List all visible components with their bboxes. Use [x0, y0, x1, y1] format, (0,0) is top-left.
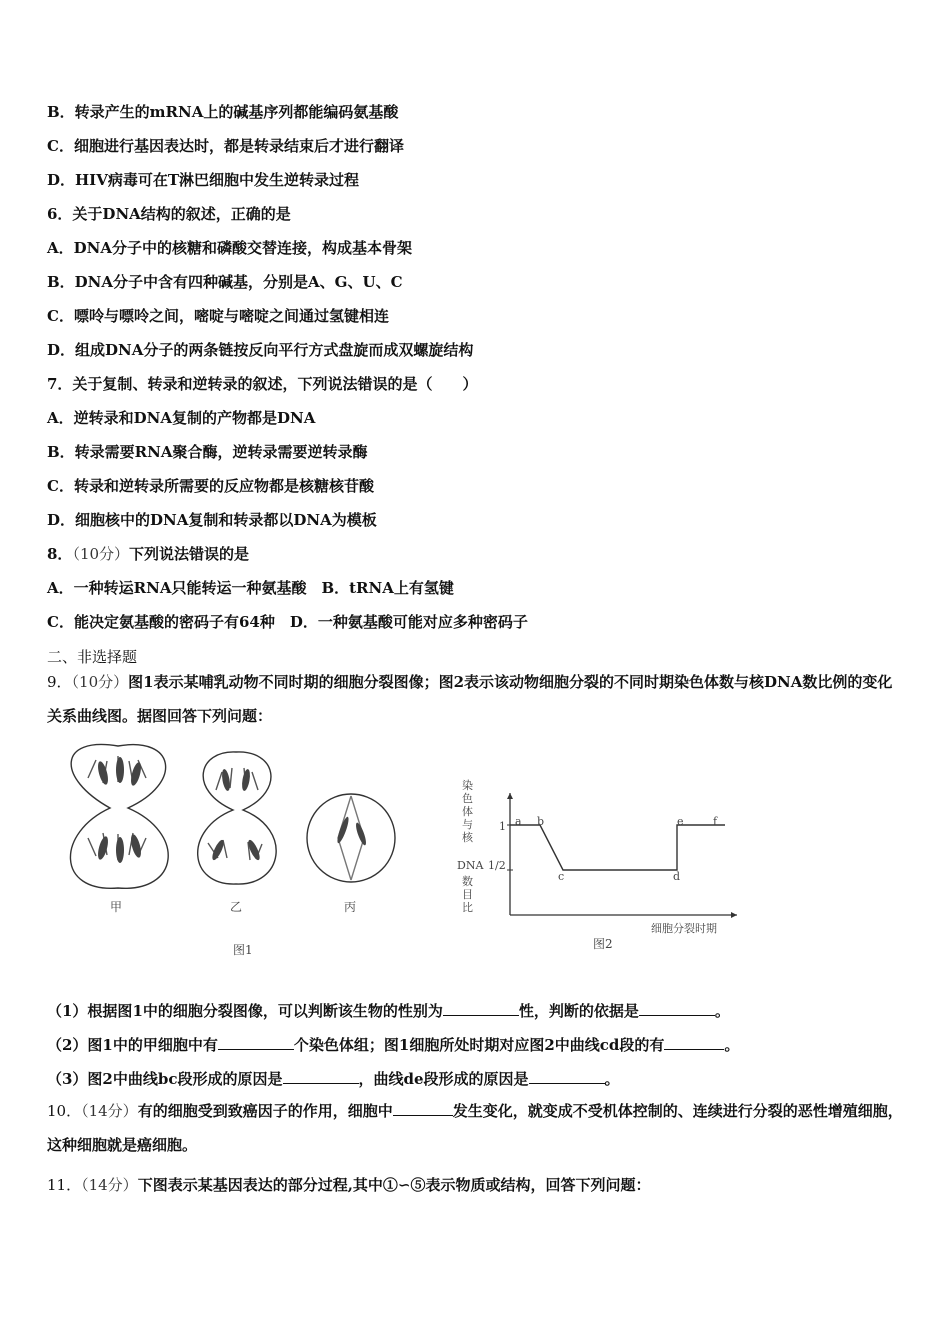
- sub2-text-1: （2）图1中的甲细胞中有: [47, 1036, 218, 1054]
- answer-blank[interactable]: [218, 1035, 294, 1050]
- q6-option-a: A．DNA分子中的核糖和磷酸交替连接，构成基本骨架: [47, 239, 412, 257]
- fig2-ylabel-bottom: [462, 875, 474, 914]
- q10-text-1: 有的细胞受到致癌因子的作用，细胞中: [137, 1102, 393, 1120]
- answer-blank[interactable]: [283, 1069, 359, 1084]
- sub2-text-2: 个染色体组；图1细胞所处时期对应图2中曲线cd段的有: [293, 1036, 665, 1054]
- answer-blank[interactable]: [664, 1035, 724, 1050]
- ylabel-char: 比: [462, 901, 473, 914]
- q6-option-c: C．嘌呤与嘌呤之间，嘧啶与嘧啶之间通过氢键相连: [47, 307, 389, 325]
- ylabel-char: 数: [462, 875, 473, 888]
- sub1-text-2: 性，判断的依据是: [518, 1002, 639, 1020]
- point-label-f: f: [713, 815, 718, 828]
- figure-1-drawing: [48, 738, 408, 968]
- q8-score: （10分）: [72, 545, 130, 563]
- point-label-b: b: [537, 815, 545, 828]
- sub3-text-1: （3）图2中曲线bc段形成的原因是: [47, 1070, 283, 1088]
- ylabel-char: 色: [462, 792, 473, 805]
- sub2-text-3: 。: [724, 1036, 740, 1054]
- axis-arrows: [507, 793, 737, 918]
- q6-option-d: D．组成DNA分子的两条链按反向平行方式盘旋而成双螺旋结构: [47, 341, 474, 359]
- figure-2: [455, 775, 755, 960]
- ylabel-char: 目: [462, 888, 473, 901]
- fig1-label-bing: 丙: [344, 900, 357, 914]
- answer-blank[interactable]: [639, 1001, 715, 1016]
- q8-options-ab: A．一种转运RNA只能转运一种氨基酸 B．tRNA上有氢键: [47, 579, 454, 597]
- q7-option-c: C．转录和逆转录所需要的反应物都是核糖核苷酸: [47, 477, 374, 495]
- sub3-text-2: ，曲线de段形成的原因是: [358, 1070, 529, 1088]
- answer-blank[interactable]: [393, 1101, 453, 1116]
- ylabel-char: 染: [462, 779, 473, 792]
- sub3-text-3: 。: [604, 1070, 620, 1088]
- q6-stem: 6．关于DNA结构的叙述，正确的是: [47, 205, 291, 223]
- answer-blank[interactable]: [529, 1069, 605, 1084]
- q11-number: 11．: [47, 1176, 82, 1194]
- q7-option-a: A．逆转录和DNA复制的产物都是DNA: [47, 409, 316, 427]
- q7-stem: 7．关于复制、转录和逆转录的叙述，下列说法错误的是（ ）: [47, 375, 478, 393]
- fig2-tick-1: 1: [499, 820, 506, 833]
- point-label-c: c: [558, 870, 565, 883]
- fig2-tick-half: 1/2: [488, 859, 506, 872]
- q9-sub2: [47, 1034, 739, 1055]
- q7-option-d: D．细胞核中的DNA复制和转录都以DNA为模板: [47, 511, 377, 529]
- q7-option-b: B．转录需要RNA聚合酶，逆转录需要逆转录酶: [47, 443, 368, 461]
- fig1-label-yi: 乙: [230, 900, 243, 914]
- fig2-caption: 图2: [593, 937, 613, 951]
- point-label-a: a: [515, 815, 522, 828]
- cell-yi-outline: [198, 752, 276, 884]
- q8-stem: [47, 543, 249, 564]
- ratio-curve: [510, 825, 725, 870]
- q9-sub1: [47, 1000, 730, 1021]
- ylabel-char: 与: [462, 818, 473, 831]
- figure-1: [48, 738, 408, 968]
- q5-option-d: D．HIV病毒可在T淋巴细胞中发生逆转录过程: [47, 171, 359, 189]
- q9-score: （10分）: [71, 673, 129, 691]
- q10-number: 10．: [47, 1102, 82, 1120]
- q9-stem-text: 图1表示某哺乳动物不同时期的细胞分裂图像；图2表示该动物细胞分裂的不同时期染色体数与核DNA数比例的变化关系曲线图。据图回答下列问题：: [47, 673, 893, 725]
- ylabel-char: 核: [462, 831, 473, 844]
- ylabel-char: 体: [462, 805, 473, 818]
- sub1-text-1: （1）根据图1中的细胞分裂图像，可以判断该生物的性别为: [47, 1002, 443, 1020]
- q8-stem-text: 下列说法错误的是: [129, 545, 250, 563]
- fig1-caption: 图1: [233, 943, 253, 957]
- fig2-ylabel-top: [462, 779, 474, 844]
- q9-stem: [47, 665, 907, 733]
- q8-number: 8．: [47, 545, 73, 563]
- q5-option-b: B．转录产生的mRNA上的碱基序列都能编码氨基酸: [47, 103, 399, 121]
- point-label-d: d: [673, 870, 681, 883]
- point-label-e: e: [677, 815, 684, 828]
- q6-option-b: B．DNA分子中含有四种碱基，分别是A、G、U、C: [47, 273, 403, 291]
- q9-sub3: [47, 1068, 620, 1089]
- q11: [47, 1174, 650, 1195]
- section-heading: 二、非选择题: [47, 648, 138, 666]
- fig1-label-jia: 甲: [110, 900, 123, 914]
- q10-text-2: 发生变化，就变成不受机体控制的、连续进行分裂的恶性增殖细胞，这种细胞就是癌细胞。: [47, 1102, 903, 1154]
- q10-score: （14分）: [81, 1102, 138, 1120]
- q5-option-c: C．细胞进行基因表达时，都是转录结束后才进行翻译: [47, 137, 404, 155]
- answer-blank[interactable]: [443, 1001, 519, 1016]
- q11-stem-text: 下图表示某基因表达的部分过程,其中①∽⑤表示物质或结构，回答下列问题：: [137, 1176, 651, 1194]
- q11-score: （14分）: [81, 1176, 138, 1194]
- fig2-ylabel-dna: DNA: [457, 859, 484, 872]
- sub1-text-3: 。: [714, 1002, 730, 1020]
- q10: [47, 1094, 907, 1162]
- q9-number: 9．: [47, 673, 72, 691]
- cell-bing-outline: [307, 794, 395, 882]
- q8-options-cd: C．能决定氨基酸的密码子有64种 D．一种氨基酸可能对应多种密码子: [47, 613, 528, 631]
- fig2-xlabel: 细胞分裂时期: [651, 922, 717, 935]
